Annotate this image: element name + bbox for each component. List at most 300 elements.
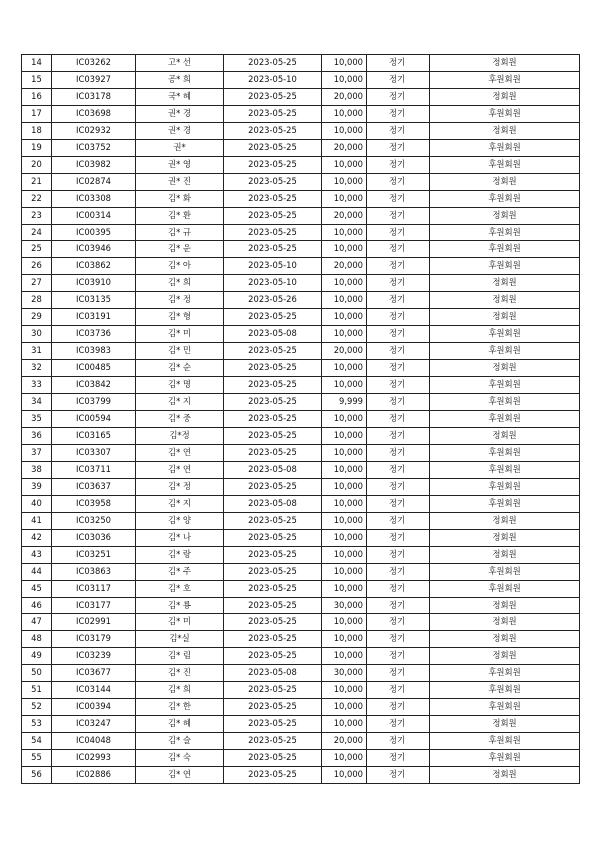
member-id-cell: IC02932 — [52, 122, 136, 139]
payment-amount-cell: 10,000 — [322, 631, 367, 648]
payment-type-cell: 정기 — [367, 512, 430, 529]
payment-amount-cell: 9,999 — [322, 394, 367, 411]
member-id-cell: IC03307 — [52, 444, 136, 461]
member-name-cell: 권* 경 — [136, 105, 224, 122]
payment-date-cell: 2023-05-25 — [224, 529, 322, 546]
table-row — [22, 733, 580, 750]
member-id-cell: IC00485 — [52, 360, 136, 377]
member-grade-cell: 후원회원 — [430, 258, 580, 275]
member-id-cell: IC03177 — [52, 597, 136, 614]
member-grade-cell: 정회원 — [430, 512, 580, 529]
payment-amount-cell: 20,000 — [322, 258, 367, 275]
payment-amount-cell: 10,000 — [322, 326, 367, 343]
member-name-cell: 김* 지 — [136, 394, 224, 411]
member-name-cell: 김* 연 — [136, 461, 224, 478]
member-name-cell: 김* 림 — [136, 648, 224, 665]
member-grade-cell: 후원회원 — [430, 139, 580, 156]
member-grade-cell: 정회원 — [430, 88, 580, 105]
table-row — [22, 478, 580, 495]
member-id-cell: IC03117 — [52, 580, 136, 597]
payment-amount-cell: 10,000 — [322, 461, 367, 478]
payment-date-cell: 2023-05-25 — [224, 360, 322, 377]
table-row — [22, 258, 580, 275]
row-number-cell: 40 — [22, 495, 52, 512]
payment-type-cell: 정기 — [367, 495, 430, 512]
payment-date-cell: 2023-05-25 — [224, 190, 322, 207]
table-row — [22, 767, 580, 784]
payment-date-cell: 2023-05-25 — [224, 580, 322, 597]
payment-type-cell: 정기 — [367, 343, 430, 360]
payment-amount-cell: 10,000 — [322, 444, 367, 461]
payment-type-cell: 정기 — [367, 105, 430, 122]
payment-amount-cell: 20,000 — [322, 207, 367, 224]
member-name-cell: 김* 숙 — [136, 750, 224, 767]
row-number-cell: 31 — [22, 343, 52, 360]
payment-type-cell: 정기 — [367, 648, 430, 665]
table-row — [22, 71, 580, 88]
member-name-cell: 김* 희 — [136, 275, 224, 292]
member-id-cell: IC03247 — [52, 716, 136, 733]
payment-type-cell: 정기 — [367, 767, 430, 784]
row-number-cell: 33 — [22, 377, 52, 394]
table-row — [22, 309, 580, 326]
payment-date-cell: 2023-05-25 — [224, 767, 322, 784]
payment-date-cell: 2023-05-25 — [224, 88, 322, 105]
member-id-cell: IC02874 — [52, 173, 136, 190]
payment-amount-cell: 10,000 — [322, 377, 367, 394]
row-number-cell: 50 — [22, 665, 52, 682]
table-row — [22, 292, 580, 309]
payment-date-cell: 2023-05-25 — [224, 614, 322, 631]
table-row — [22, 105, 580, 122]
member-id-cell: IC03910 — [52, 275, 136, 292]
member-id-cell: IC03191 — [52, 309, 136, 326]
member-grade-cell: 정회원 — [430, 597, 580, 614]
member-grade-cell: 후원회원 — [430, 377, 580, 394]
member-name-cell: 김* 규 — [136, 224, 224, 241]
payment-amount-cell: 10,000 — [322, 716, 367, 733]
member-grade-cell: 후원회원 — [430, 190, 580, 207]
member-grade-cell: 후원회원 — [430, 444, 580, 461]
table-row — [22, 563, 580, 580]
member-grade-cell: 정회원 — [430, 716, 580, 733]
payment-amount-cell: 10,000 — [322, 512, 367, 529]
payment-type-cell: 정기 — [367, 546, 430, 563]
payment-type-cell: 정기 — [367, 631, 430, 648]
member-name-cell: 김* 랑 — [136, 546, 224, 563]
row-number-cell: 54 — [22, 733, 52, 750]
payment-date-cell: 2023-05-10 — [224, 258, 322, 275]
member-id-cell: IC03179 — [52, 631, 136, 648]
member-name-cell: 김* 미 — [136, 326, 224, 343]
row-number-cell: 27 — [22, 275, 52, 292]
member-id-cell: IC03946 — [52, 241, 136, 258]
row-number-cell: 42 — [22, 529, 52, 546]
payment-type-cell: 정기 — [367, 614, 430, 631]
member-grade-cell: 정회원 — [430, 427, 580, 444]
member-id-cell: IC03251 — [52, 546, 136, 563]
row-number-cell: 22 — [22, 190, 52, 207]
member-id-cell: IC03036 — [52, 529, 136, 546]
member-name-cell: 김* 형 — [136, 309, 224, 326]
payment-type-cell: 정기 — [367, 139, 430, 156]
payment-date-cell: 2023-05-10 — [224, 275, 322, 292]
payment-date-cell: 2023-05-25 — [224, 478, 322, 495]
row-number-cell: 20 — [22, 156, 52, 173]
payment-type-cell: 정기 — [367, 292, 430, 309]
member-id-cell: IC04048 — [52, 733, 136, 750]
member-name-cell: 김* 주 — [136, 563, 224, 580]
payment-date-cell: 2023-05-25 — [224, 156, 322, 173]
payment-amount-cell: 10,000 — [322, 495, 367, 512]
payment-date-cell: 2023-05-25 — [224, 716, 322, 733]
row-number-cell: 15 — [22, 71, 52, 88]
member-id-cell: IC00395 — [52, 224, 136, 241]
member-name-cell: 김* 환 — [136, 207, 224, 224]
table-row — [22, 444, 580, 461]
payment-date-cell: 2023-05-25 — [224, 343, 322, 360]
table-row — [22, 207, 580, 224]
table-row — [22, 55, 580, 72]
member-grade-cell: 정회원 — [430, 614, 580, 631]
payment-amount-cell: 10,000 — [322, 529, 367, 546]
table-row — [22, 241, 580, 258]
row-number-cell: 44 — [22, 563, 52, 580]
payment-amount-cell: 10,000 — [322, 292, 367, 309]
row-number-cell: 25 — [22, 241, 52, 258]
payment-type-cell: 정기 — [367, 224, 430, 241]
payment-type-cell: 정기 — [367, 427, 430, 444]
payment-amount-cell: 10,000 — [322, 750, 367, 767]
member-name-cell: 김* 한 — [136, 699, 224, 716]
member-grade-cell: 정회원 — [430, 631, 580, 648]
table-row — [22, 580, 580, 597]
payment-type-cell: 정기 — [367, 750, 430, 767]
payment-type-cell: 정기 — [367, 241, 430, 258]
payment-date-cell: 2023-05-25 — [224, 122, 322, 139]
member-id-cell: IC03842 — [52, 377, 136, 394]
member-name-cell: 권* — [136, 139, 224, 156]
member-grade-cell: 후원회원 — [430, 563, 580, 580]
row-number-cell: 36 — [22, 427, 52, 444]
payment-type-cell: 정기 — [367, 444, 430, 461]
payment-amount-cell: 30,000 — [322, 665, 367, 682]
payment-date-cell: 2023-05-25 — [224, 631, 322, 648]
member-id-cell: IC00594 — [52, 411, 136, 428]
payment-type-cell: 정기 — [367, 411, 430, 428]
member-id-cell: IC03250 — [52, 512, 136, 529]
member-id-cell: IC03178 — [52, 88, 136, 105]
member-id-cell: IC00394 — [52, 699, 136, 716]
member-name-cell: 김* 민 — [136, 343, 224, 360]
member-grade-cell: 후원회원 — [430, 478, 580, 495]
row-number-cell: 23 — [22, 207, 52, 224]
payment-type-cell: 정기 — [367, 190, 430, 207]
payment-type-cell: 정기 — [367, 563, 430, 580]
row-number-cell: 21 — [22, 173, 52, 190]
member-id-cell: IC02993 — [52, 750, 136, 767]
table-row — [22, 495, 580, 512]
payment-amount-cell: 10,000 — [322, 648, 367, 665]
payment-type-cell: 정기 — [367, 258, 430, 275]
member-name-cell: 김* 슬 — [136, 733, 224, 750]
member-name-cell: 고* 선 — [136, 55, 224, 72]
table-row — [22, 224, 580, 241]
row-number-cell: 43 — [22, 546, 52, 563]
payment-type-cell: 정기 — [367, 461, 430, 478]
table-row — [22, 529, 580, 546]
payment-date-cell: 2023-05-25 — [224, 309, 322, 326]
payment-date-cell: 2023-05-10 — [224, 71, 322, 88]
member-name-cell: 김* 희 — [136, 682, 224, 699]
member-grade-cell: 후원회원 — [430, 156, 580, 173]
table-row — [22, 360, 580, 377]
member-grade-cell: 후원회원 — [430, 750, 580, 767]
payment-type-cell: 정기 — [367, 71, 430, 88]
member-name-cell: 김* 아 — [136, 258, 224, 275]
table-row — [22, 427, 580, 444]
payment-type-cell: 정기 — [367, 682, 430, 699]
payment-amount-cell: 10,000 — [322, 360, 367, 377]
payment-date-cell: 2023-05-25 — [224, 546, 322, 563]
table-row — [22, 461, 580, 478]
member-name-cell: 김*실 — [136, 631, 224, 648]
member-name-cell: 김* 미 — [136, 614, 224, 631]
member-id-cell: IC03677 — [52, 665, 136, 682]
payment-amount-cell: 10,000 — [322, 241, 367, 258]
payment-date-cell: 2023-05-25 — [224, 648, 322, 665]
member-name-cell: 권* 진 — [136, 173, 224, 190]
table-row — [22, 614, 580, 631]
member-name-cell: 김* 호 — [136, 580, 224, 597]
member-grade-cell: 후원회원 — [430, 580, 580, 597]
member-id-cell: IC03736 — [52, 326, 136, 343]
table-row — [22, 190, 580, 207]
table-row — [22, 648, 580, 665]
member-name-cell: 김* 정 — [136, 292, 224, 309]
member-grade-cell: 후원회원 — [430, 105, 580, 122]
member-grade-cell: 후원회원 — [430, 394, 580, 411]
member-name-cell: 권* 경 — [136, 122, 224, 139]
payment-amount-cell: 10,000 — [322, 546, 367, 563]
payment-amount-cell: 10,000 — [322, 699, 367, 716]
payment-date-cell: 2023-05-25 — [224, 682, 322, 699]
member-name-cell: 김* 정 — [136, 478, 224, 495]
member-grade-cell: 정회원 — [430, 360, 580, 377]
member-grade-cell: 후원회원 — [430, 71, 580, 88]
payment-amount-cell: 10,000 — [322, 275, 367, 292]
member-name-cell: 김* 나 — [136, 529, 224, 546]
payment-amount-cell: 20,000 — [322, 343, 367, 360]
payment-date-cell: 2023-05-08 — [224, 665, 322, 682]
table-row — [22, 665, 580, 682]
payment-type-cell: 정기 — [367, 716, 430, 733]
payment-amount-cell: 10,000 — [322, 767, 367, 784]
row-number-cell: 46 — [22, 597, 52, 614]
row-number-cell: 37 — [22, 444, 52, 461]
member-id-cell: IC03982 — [52, 156, 136, 173]
payment-type-cell: 정기 — [367, 88, 430, 105]
payment-amount-cell: 10,000 — [322, 173, 367, 190]
payment-type-cell: 정기 — [367, 360, 430, 377]
member-grade-cell: 정회원 — [430, 767, 580, 784]
member-grade-cell: 정회원 — [430, 207, 580, 224]
payment-date-cell: 2023-05-25 — [224, 597, 322, 614]
member-id-cell: IC00314 — [52, 207, 136, 224]
payment-type-cell: 정기 — [367, 326, 430, 343]
payment-date-cell: 2023-05-08 — [224, 495, 322, 512]
member-grade-cell: 정회원 — [430, 309, 580, 326]
member-grade-cell: 후원회원 — [430, 733, 580, 750]
table-row — [22, 88, 580, 105]
member-name-cell: 김* 명 — [136, 377, 224, 394]
table-row — [22, 173, 580, 190]
payment-type-cell: 정기 — [367, 207, 430, 224]
payment-type-cell: 정기 — [367, 529, 430, 546]
row-number-cell: 41 — [22, 512, 52, 529]
payment-type-cell: 정기 — [367, 377, 430, 394]
table-row — [22, 682, 580, 699]
payment-type-cell: 정기 — [367, 478, 430, 495]
row-number-cell: 47 — [22, 614, 52, 631]
row-number-cell: 19 — [22, 139, 52, 156]
table-row — [22, 699, 580, 716]
member-grade-cell: 정회원 — [430, 173, 580, 190]
row-number-cell: 18 — [22, 122, 52, 139]
payment-amount-cell: 20,000 — [322, 139, 367, 156]
payment-date-cell: 2023-05-25 — [224, 377, 322, 394]
member-name-cell: 김* 순 — [136, 360, 224, 377]
table-row — [22, 411, 580, 428]
member-name-cell: 김* 연 — [136, 444, 224, 461]
payment-amount-cell: 10,000 — [322, 105, 367, 122]
member-name-cell: 김* 지 — [136, 495, 224, 512]
member-grade-cell: 정회원 — [430, 292, 580, 309]
row-number-cell: 32 — [22, 360, 52, 377]
table-row — [22, 326, 580, 343]
payment-date-cell: 2023-05-25 — [224, 173, 322, 190]
member-id-cell: IC03958 — [52, 495, 136, 512]
row-number-cell: 16 — [22, 88, 52, 105]
row-number-cell: 34 — [22, 394, 52, 411]
member-name-cell: 권* 영 — [136, 156, 224, 173]
payment-date-cell: 2023-05-25 — [224, 105, 322, 122]
member-grade-cell: 정회원 — [430, 55, 580, 72]
table-row — [22, 716, 580, 733]
payment-amount-cell: 20,000 — [322, 733, 367, 750]
donor-table-body — [22, 55, 580, 784]
member-id-cell: IC03308 — [52, 190, 136, 207]
payment-type-cell: 정기 — [367, 122, 430, 139]
row-number-cell: 56 — [22, 767, 52, 784]
member-grade-cell: 후원회원 — [430, 665, 580, 682]
table-row — [22, 597, 580, 614]
member-name-cell: 김* 룡 — [136, 597, 224, 614]
member-id-cell: IC03698 — [52, 105, 136, 122]
row-number-cell: 38 — [22, 461, 52, 478]
member-id-cell: IC03144 — [52, 682, 136, 699]
payment-date-cell: 2023-05-25 — [224, 444, 322, 461]
payment-type-cell: 정기 — [367, 309, 430, 326]
member-grade-cell: 정회원 — [430, 122, 580, 139]
payment-type-cell: 정기 — [367, 173, 430, 190]
member-id-cell: IC03239 — [52, 648, 136, 665]
payment-amount-cell: 10,000 — [322, 156, 367, 173]
table-row — [22, 631, 580, 648]
member-name-cell: 공* 희 — [136, 71, 224, 88]
payment-amount-cell: 10,000 — [322, 122, 367, 139]
payment-amount-cell: 10,000 — [322, 682, 367, 699]
payment-date-cell: 2023-05-25 — [224, 750, 322, 767]
payment-amount-cell: 10,000 — [322, 614, 367, 631]
payment-date-cell: 2023-05-25 — [224, 411, 322, 428]
payment-amount-cell: 10,000 — [322, 563, 367, 580]
member-name-cell: 김* 양 — [136, 512, 224, 529]
member-grade-cell: 정회원 — [430, 648, 580, 665]
member-id-cell: IC03637 — [52, 478, 136, 495]
row-number-cell: 24 — [22, 224, 52, 241]
payment-amount-cell: 10,000 — [322, 224, 367, 241]
member-name-cell: 국* 혜 — [136, 88, 224, 105]
member-grade-cell: 후원회원 — [430, 241, 580, 258]
payment-amount-cell: 10,000 — [322, 309, 367, 326]
payment-amount-cell: 10,000 — [322, 71, 367, 88]
payment-date-cell: 2023-05-08 — [224, 326, 322, 343]
payment-type-cell: 정기 — [367, 55, 430, 72]
payment-date-cell: 2023-05-26 — [224, 292, 322, 309]
member-name-cell: 김*정 — [136, 427, 224, 444]
table-row — [22, 546, 580, 563]
payment-type-cell: 정기 — [367, 156, 430, 173]
member-id-cell: IC03711 — [52, 461, 136, 478]
row-number-cell: 28 — [22, 292, 52, 309]
donor-table — [21, 54, 580, 784]
payment-amount-cell: 10,000 — [322, 411, 367, 428]
member-grade-cell: 후원회원 — [430, 495, 580, 512]
payment-amount-cell: 20,000 — [322, 88, 367, 105]
payment-date-cell: 2023-05-25 — [224, 563, 322, 580]
member-grade-cell: 후원회원 — [430, 682, 580, 699]
payment-amount-cell: 10,000 — [322, 190, 367, 207]
payment-date-cell: 2023-05-25 — [224, 224, 322, 241]
payment-type-cell: 정기 — [367, 275, 430, 292]
member-id-cell: IC03927 — [52, 71, 136, 88]
member-name-cell: 김* 화 — [136, 190, 224, 207]
member-id-cell: IC03752 — [52, 139, 136, 156]
row-number-cell: 49 — [22, 648, 52, 665]
member-grade-cell: 정회원 — [430, 529, 580, 546]
payment-date-cell: 2023-05-08 — [224, 461, 322, 478]
payment-amount-cell: 10,000 — [322, 55, 367, 72]
member-grade-cell: 정회원 — [430, 275, 580, 292]
row-number-cell: 17 — [22, 105, 52, 122]
payment-date-cell: 2023-05-25 — [224, 207, 322, 224]
payment-type-cell: 정기 — [367, 394, 430, 411]
payment-type-cell: 정기 — [367, 733, 430, 750]
member-grade-cell: 후원회원 — [430, 326, 580, 343]
table-row — [22, 122, 580, 139]
member-grade-cell: 후원회원 — [430, 343, 580, 360]
member-grade-cell: 후원회원 — [430, 411, 580, 428]
table-row — [22, 377, 580, 394]
payment-amount-cell: 30,000 — [322, 597, 367, 614]
payment-date-cell: 2023-05-25 — [224, 394, 322, 411]
member-id-cell: IC03862 — [52, 258, 136, 275]
table-row — [22, 343, 580, 360]
row-number-cell: 53 — [22, 716, 52, 733]
table-row — [22, 750, 580, 767]
table-row — [22, 512, 580, 529]
